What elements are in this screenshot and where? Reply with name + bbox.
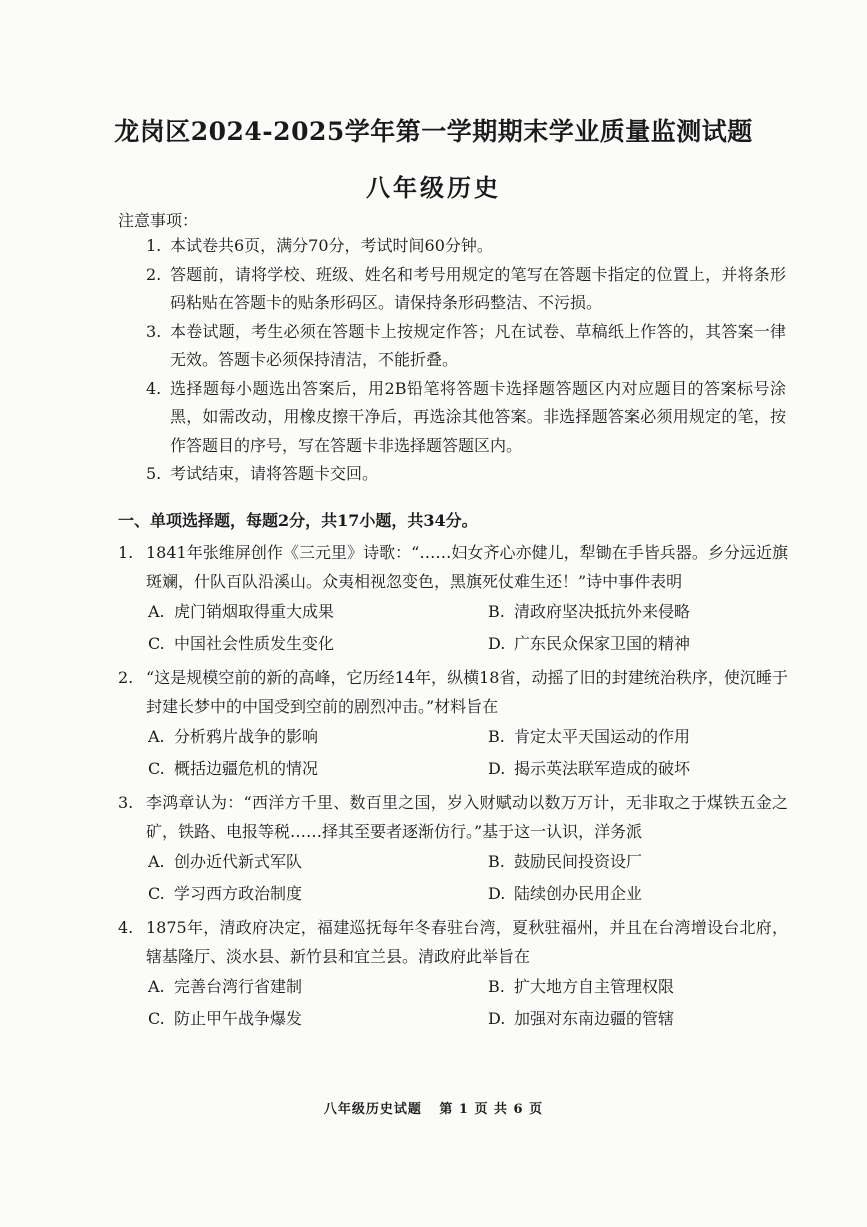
section-heading: 一、单项选择题，每题2分，共17小题，共34分。 [118,511,478,530]
option-label: A. [148,602,165,621]
note-number: 5. [146,464,162,483]
option-text: 概括边疆危机的情况 [174,759,319,778]
option-text: 扩大地方自主管理权限 [514,977,675,996]
note-number: 2. [146,264,162,284]
option-text: 虎门销烟取得重大成果 [174,602,335,621]
note-item [146,375,786,461]
option-d [488,878,798,910]
question-text: “这是规模空前的新的高峰，它历经14年，纵横18省，动摇了旧的封建统治秩序，使沉睡于封建长梦中的中国受到空前的剧烈冲击。”材料旨在 [146,668,788,716]
option-d [488,628,798,660]
option-label: C. [148,759,165,778]
option-text: 创办近代新式军队 [174,852,303,871]
note-item [146,460,786,489]
option-text: 分析鸦片战争的影响 [174,727,319,746]
option-text: 学习西方政治制度 [174,884,303,903]
notes-heading: 注意事项： [118,211,199,230]
option-grid [118,721,788,785]
option-b [488,846,798,878]
question-1 [118,538,788,660]
option-c [148,878,488,910]
option-text: 清政府坚决抵抗外来侵略 [514,602,691,621]
option-label: A. [148,852,165,871]
option-label: C. [148,1009,165,1028]
option-label: B. [488,852,505,871]
option-grid [118,846,788,910]
option-text: 广东民众保家卫国的精神 [514,634,691,653]
question-stem [118,538,788,596]
option-a [148,971,488,1003]
option-text: 揭示英法联军造成的破坏 [514,759,691,778]
question-2 [118,663,788,785]
option-label: D. [488,634,506,653]
option-label: C. [148,634,165,653]
option-label: B. [488,602,505,621]
option-c [148,753,488,785]
option-text: 陆续创办民用企业 [514,884,643,903]
question-list [118,538,788,1038]
option-label: D. [488,759,506,778]
option-text: 肯定太平天国运动的作用 [514,727,691,746]
exam-title: 龙岗区2024-2025学年第一学期期末学业质量监测试题 [114,117,753,146]
option-a [148,721,488,753]
option-text: 鼓励民间投资设厂 [514,852,643,871]
question-number: 1. [118,543,134,562]
note-item [146,318,786,375]
question-number: 3. [118,793,134,812]
note-text: 选择题每小题选出答案后，用2B铅笔将答题卡选择题答题区内对应题目的答案标号涂黑，如需改动，用橡皮擦干净后，再选涂其他答案。非选择题答案必须用规定的笔，按作答题目的序号，写在答题卡非选择题答题区内。 [170,378,786,455]
option-label: B. [488,977,505,996]
footer-subject: 八年级历史试题 [323,1102,422,1117]
question-3 [118,788,788,910]
note-text: 本卷试题，考生必须在答题卡上按规定作答；凡在试卷、草稿纸上作答的，其答案一律无效。答题卡必须保持清洁，不能折叠。 [170,321,786,369]
option-b [488,971,798,1003]
option-c [148,628,488,660]
option-grid [118,596,788,660]
option-text: 防止甲午战争爆发 [174,1009,303,1028]
option-c [148,1003,488,1035]
note-item [146,232,786,261]
option-a [148,596,488,628]
option-d [488,753,798,785]
option-label: D. [488,884,506,903]
option-a [148,846,488,878]
option-label: D. [488,1009,506,1028]
note-number: 1. [146,236,162,255]
option-b [488,596,798,628]
option-label: C. [148,884,165,903]
footer-page-number: 第 1 页 共 6 页 [439,1102,544,1117]
option-text: 中国社会性质发生变化 [174,634,335,653]
question-text: 李鸿章认为：“西洋方千里、数百里之国，岁入财赋动以数万万计，无非取之于煤铁五金之矿，铁路、电报等税……择其至要者逐渐仿行。”基于这一认识，洋务派 [146,793,788,841]
option-b [488,721,798,753]
question-stem [118,788,788,846]
exam-subtitle: 八年级历史 [366,173,501,202]
note-number: 4. [146,378,162,398]
question-stem [118,913,788,971]
note-text: 答题前，请将学校、班级、姓名和考号用规定的笔写在答题卡指定的位置上，并将条形码粘贴在答题卡的贴条形码区。请保持条形码整洁、不污损。 [170,264,786,312]
option-d [488,1003,798,1035]
note-number: 3. [146,321,162,341]
option-grid [118,971,788,1035]
note-text: 本试卷共6页，满分70分，考试时间60分钟。 [170,236,493,255]
option-text: 完善台湾行省建制 [174,977,303,996]
note-item [146,261,786,318]
question-stem [118,663,788,721]
page-footer [0,1098,867,1117]
option-text: 加强对东南边疆的管辖 [514,1009,675,1028]
option-label: B. [488,727,505,746]
question-number: 4. [118,918,134,937]
question-text: 1875年，清政府决定，福建巡抚每年冬春驻台湾，夏秋驻福州，并且在台湾增设台北府，辖基隆厅、淡水县、新竹县和宜兰县。清政府此举旨在 [146,918,788,966]
question-number: 2. [118,668,134,687]
note-text: 考试结束，请将答题卡交回。 [170,464,379,483]
option-label: A. [148,727,165,746]
option-label: A. [148,977,165,996]
notes-list [146,232,786,489]
question-text: 1841年张维屏创作《三元里》诗歌：“……妇女齐心亦健儿，犁锄在手皆兵器。乡分远近旗斑斓，什队百队沿溪山。众夷相视忽变色，黑旗死仗难生还！”诗中事件表明 [146,543,788,591]
question-4 [118,913,788,1035]
